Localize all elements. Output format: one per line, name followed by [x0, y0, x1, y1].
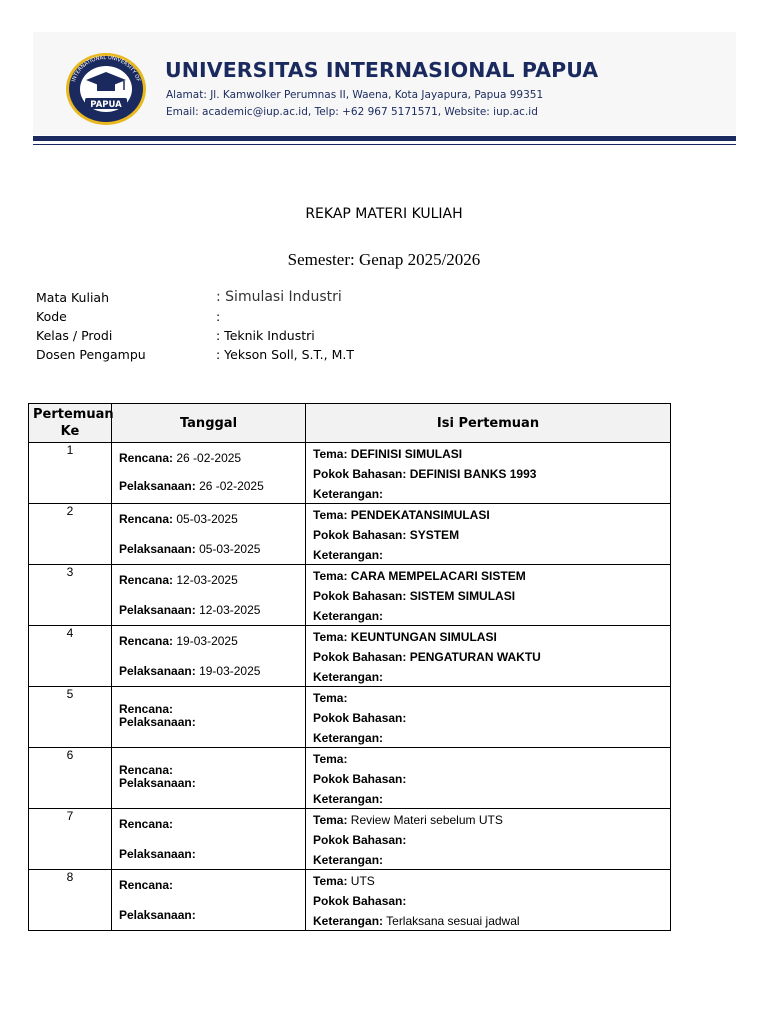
pelaksanaan-value: 05-03-2025	[199, 542, 261, 556]
header-pertemuan: Pertemuan Ke	[29, 404, 112, 443]
pelaksanaan-label: Pelaksanaan:	[119, 715, 196, 729]
isi-cell	[306, 748, 671, 809]
tanggal-cell	[112, 870, 306, 931]
rencana-label: Rencana:	[119, 763, 174, 777]
rencana-label: Rencana:	[119, 817, 174, 831]
table-header-row	[29, 404, 671, 443]
info-label-mata-kuliah: Mata Kuliah	[36, 290, 110, 305]
rencana-line	[119, 763, 173, 777]
tanggal-cell	[112, 565, 306, 626]
tema-value: KEUNTUNGAN SIMULASI	[350, 630, 497, 644]
tema-line	[313, 874, 375, 888]
pertemuan-number: 7	[29, 809, 112, 870]
tema-label: Tema:	[313, 874, 348, 888]
university-logo	[64, 52, 148, 126]
tema-line	[313, 447, 462, 461]
pokok-label: Pokok Bahasan:	[313, 711, 407, 725]
table-row	[29, 504, 671, 565]
pelaksanaan-line	[119, 776, 196, 790]
isi-cell	[306, 626, 671, 687]
keterangan-label: Keterangan:	[313, 487, 384, 501]
document-title: REKAP MATERI KULIAH	[305, 206, 463, 222]
pertemuan-number: 3	[29, 565, 112, 626]
tema-value: CARA MEMPELACARI SISTEM	[350, 569, 526, 583]
pokok-line	[313, 772, 406, 786]
rencana-label: Rencana:	[119, 702, 174, 716]
rencana-value: 05-03-2025	[176, 512, 238, 526]
rencana-value: 19-03-2025	[176, 634, 238, 648]
pertemuan-number: 1	[29, 443, 112, 504]
pokok-value: DEFINISI BANKS 1993	[409, 467, 537, 481]
pelaksanaan-label: Pelaksanaan:	[119, 664, 196, 678]
header-rule-thin	[33, 144, 736, 145]
university-name: UNIVERSITAS INTERNASIONAL PAPUA	[165, 58, 599, 82]
pokok-label: Pokok Bahasan:	[313, 772, 407, 786]
table-row	[29, 687, 671, 748]
pelaksanaan-label: Pelaksanaan:	[119, 776, 196, 790]
rekap-table	[28, 403, 671, 931]
isi-cell	[306, 565, 671, 626]
info-label-kelas-prodi: Kelas / Prodi	[36, 328, 113, 343]
rencana-label: Rencana:	[119, 512, 174, 526]
tanggal-cell	[112, 809, 306, 870]
header-isi: Isi Pertemuan	[306, 404, 671, 443]
pelaksanaan-label: Pelaksanaan:	[119, 603, 196, 617]
table-row	[29, 748, 671, 809]
keterangan-label: Keterangan:	[313, 792, 384, 806]
tanggal-cell	[112, 504, 306, 565]
rencana-value: 12-03-2025	[176, 573, 238, 587]
pokok-line	[313, 650, 541, 664]
tema-value: UTS	[350, 874, 375, 888]
isi-cell	[306, 443, 671, 504]
tema-line	[313, 569, 526, 583]
tema-value: DEFINISI SIMULASI	[350, 447, 463, 461]
tanggal-cell	[112, 687, 306, 748]
pokok-line	[313, 894, 406, 908]
university-address: Alamat: Jl. Kamwolker Perumnas II, Waena, Kota Jayapura, Papua 99351	[166, 89, 544, 101]
rencana-line	[119, 878, 173, 892]
tema-label: Tema:	[313, 508, 348, 522]
rencana-label: Rencana:	[119, 878, 174, 892]
isi-cell	[306, 504, 671, 565]
keterangan-label: Keterangan:	[313, 548, 384, 562]
pelaksanaan-line	[119, 908, 196, 922]
info-value-kelas-prodi: : Teknik Industri	[216, 328, 315, 343]
tema-line	[313, 508, 490, 522]
pokok-label: Pokok Bahasan:	[313, 589, 407, 603]
pokok-label: Pokok Bahasan:	[313, 650, 407, 664]
pelaksanaan-line	[119, 603, 260, 617]
tema-label: Tema:	[313, 813, 348, 827]
keterangan-line	[313, 548, 383, 562]
pelaksanaan-value: 19-03-2025	[199, 664, 261, 678]
pertemuan-number: 4	[29, 626, 112, 687]
rencana-label: Rencana:	[119, 573, 174, 587]
info-label-kode: Kode	[36, 309, 67, 324]
pertemuan-number: 2	[29, 504, 112, 565]
keterangan-line	[313, 487, 383, 501]
pelaksanaan-value: 12-03-2025	[199, 603, 261, 617]
pelaksanaan-line	[119, 479, 264, 493]
keterangan-line	[313, 792, 383, 806]
tanggal-cell	[112, 626, 306, 687]
table-row	[29, 443, 671, 504]
table-row	[29, 626, 671, 687]
pokok-value: SISTEM SIMULASI	[409, 589, 516, 603]
tema-label: Tema:	[313, 630, 348, 644]
info-value-dosen: : Yekson Soll, S.T., M.T	[216, 347, 354, 362]
tema-value: Review Materi sebelum UTS	[350, 813, 503, 827]
info-label-dosen: Dosen Pengampu	[36, 347, 146, 362]
pelaksanaan-label: Pelaksanaan:	[119, 542, 196, 556]
keterangan-line	[313, 914, 520, 928]
rencana-line	[119, 512, 238, 526]
logo-text: PAPUA	[90, 100, 122, 110]
rencana-label: Rencana:	[119, 451, 174, 465]
tema-label: Tema:	[313, 569, 348, 583]
keterangan-line	[313, 731, 383, 745]
keterangan-label: Keterangan:	[313, 670, 384, 684]
pelaksanaan-value: 26 -02-2025	[199, 479, 264, 493]
tema-line	[313, 813, 503, 827]
pokok-value: PENGATURAN WAKTU	[409, 650, 541, 664]
pokok-line	[313, 528, 459, 542]
rencana-value: 26 -02-2025	[176, 451, 242, 465]
keterangan-label: Keterangan:	[313, 914, 384, 928]
pokok-label: Pokok Bahasan:	[313, 894, 407, 908]
pokok-line	[313, 711, 406, 725]
tanggal-cell	[112, 748, 306, 809]
pelaksanaan-line	[119, 664, 260, 678]
tema-line	[313, 630, 497, 644]
pokok-label: Pokok Bahasan:	[313, 528, 407, 542]
isi-cell	[306, 870, 671, 931]
pokok-label: Pokok Bahasan:	[313, 833, 407, 847]
info-value-mata-kuliah: : Simulasi Industri	[216, 289, 342, 305]
semester: Semester: Genap 2025/2026	[287, 250, 481, 269]
header-tanggal: Tanggal	[112, 404, 306, 443]
pelaksanaan-line	[119, 542, 260, 556]
tanggal-cell	[112, 443, 306, 504]
tema-line	[313, 691, 347, 705]
keterangan-line	[313, 853, 383, 867]
pokok-label: Pokok Bahasan:	[313, 467, 407, 481]
table-row	[29, 565, 671, 626]
pelaksanaan-label: Pelaksanaan:	[119, 479, 196, 493]
keterangan-label: Keterangan:	[313, 731, 384, 745]
tema-label: Tema:	[313, 691, 348, 705]
pertemuan-number: 5	[29, 687, 112, 748]
tema-line	[313, 752, 347, 766]
rencana-label: Rencana:	[119, 634, 174, 648]
university-contact: Email: academic@iup.ac.id, Telp: +62 967 5171571, Website: iup.ac.id	[166, 106, 538, 118]
tema-label: Tema:	[313, 447, 348, 461]
pelaksanaan-line	[119, 715, 196, 729]
rencana-line	[119, 817, 173, 831]
pokok-line	[313, 467, 536, 481]
pokok-line	[313, 833, 406, 847]
keterangan-line	[313, 670, 383, 684]
rencana-line	[119, 634, 238, 648]
pertemuan-number: 8	[29, 870, 112, 931]
keterangan-label: Keterangan:	[313, 853, 384, 867]
header-rule	[33, 136, 736, 141]
logo-ring-text: INTERNATIONAL UNIVERSITY OF	[71, 54, 141, 83]
pelaksanaan-label: Pelaksanaan:	[119, 908, 196, 922]
table-row	[29, 809, 671, 870]
keterangan-value: Terlaksana sesuai jadwal	[386, 914, 520, 928]
pokok-value: SYSTEM	[409, 528, 460, 542]
isi-cell	[306, 809, 671, 870]
pelaksanaan-line	[119, 847, 196, 861]
pertemuan-number: 6	[29, 748, 112, 809]
tema-value: PENDEKATANSIMULASI	[350, 508, 490, 522]
isi-cell	[306, 687, 671, 748]
pelaksanaan-label: Pelaksanaan:	[119, 847, 196, 861]
tema-label: Tema:	[313, 752, 348, 766]
rencana-line	[119, 451, 241, 465]
table-row	[29, 870, 671, 931]
rencana-line	[119, 573, 238, 587]
info-value-kode: :	[216, 309, 221, 324]
rencana-line	[119, 702, 173, 716]
keterangan-label: Keterangan:	[313, 609, 384, 623]
pokok-line	[313, 589, 515, 603]
keterangan-line	[313, 609, 383, 623]
